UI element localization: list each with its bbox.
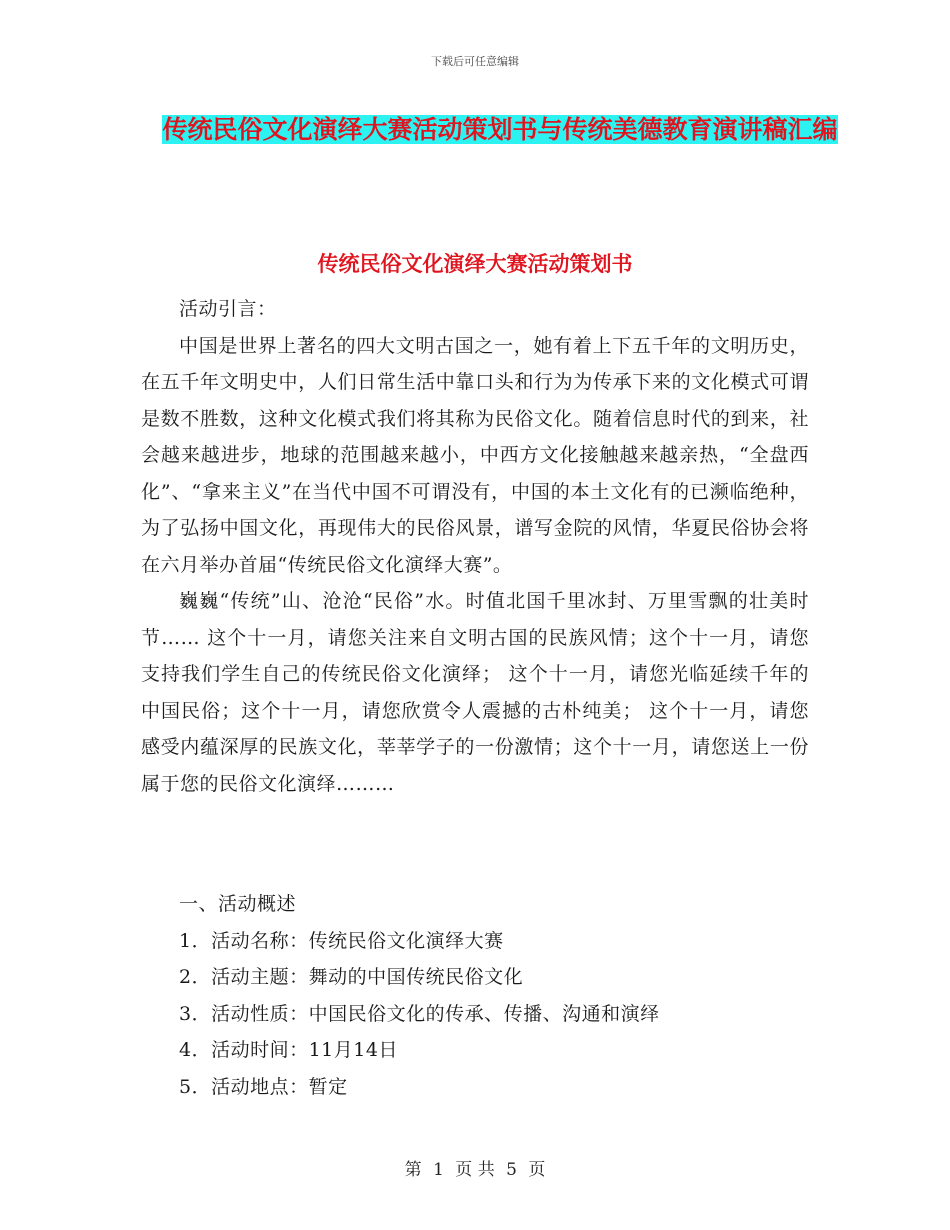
paragraph: 巍巍“传统”山、沧沧“民俗”水。时值北国千里冰封、万里雪飘的壮美时节…… 这个十一月，请您关注来自文明古国的民族风情；这个十一月，请您支持我们学生自己的传统民俗文化演绎； 这个十一月，请您光临延续千年的中国民俗；这个十一月，请您欣赏令人震撼的古朴纯美； 这个十一月，请您感受内蕴深厚的民族文化，莘莘学子的一份激情；这个十一月，请您送上一份属于您的民俗文化演绎……… bbox=[141, 590, 809, 795]
overview-section bbox=[141, 886, 809, 1105]
footer-prefix: 第 bbox=[404, 1160, 422, 1180]
header-note: 下载后可任意编辑 bbox=[431, 55, 519, 68]
page-number: 1 bbox=[433, 1160, 444, 1180]
intro-label: 活动引言： bbox=[179, 298, 277, 320]
list-item: 1．活动名称：传统民俗文化演绎大赛 bbox=[179, 929, 504, 952]
document-title-text: 传统民俗文化演绎大赛活动策划书与传统美德教育演讲稿汇编 bbox=[162, 115, 838, 144]
list-item: 3．活动性质：中国民俗文化的传承、传播、沟通和演绎 bbox=[179, 1002, 660, 1025]
list-item: 4．活动时间：11月14日 bbox=[179, 1039, 398, 1061]
page-footer bbox=[0, 1155, 950, 1180]
total-pages: 5 bbox=[506, 1160, 517, 1180]
document-title bbox=[150, 108, 850, 152]
overview-heading: 一、活动概述 bbox=[179, 893, 297, 915]
list-item: 2．活动主题：舞动的中国传统民俗文化 bbox=[179, 966, 524, 988]
paragraph: 中国是世界上著名的四大文明古国之一，她有着上下五千年的文明历史，在五千年文明史中，人们日常生活中靠口头和行为为传承下来的文化模式可谓是数不胜数，这种文化模式我们将其称为民俗文化。随着信息时代的到来，社会越来越进步，地球的范围越来越小，中西方文化接触越来越亲热，“全盘西化”、“拿来主义”在当代中国不可谓没有，中国的本土文化有的已濒临绝种，为了弘扬中国文化，再现伟大的民俗风景，谱写金院的风情，华夏民俗协会将在六月举办首届“传统民俗文化演绎大赛”。 bbox=[141, 334, 809, 576]
body-text bbox=[141, 291, 809, 802]
list-item: 5．活动地点：暂定 bbox=[179, 1075, 348, 1098]
section-title: 传统民俗文化演绎大赛活动策划书 bbox=[317, 252, 633, 276]
footer-suffix: 页 bbox=[528, 1160, 546, 1180]
footer-mid: 页 共 bbox=[455, 1160, 495, 1180]
